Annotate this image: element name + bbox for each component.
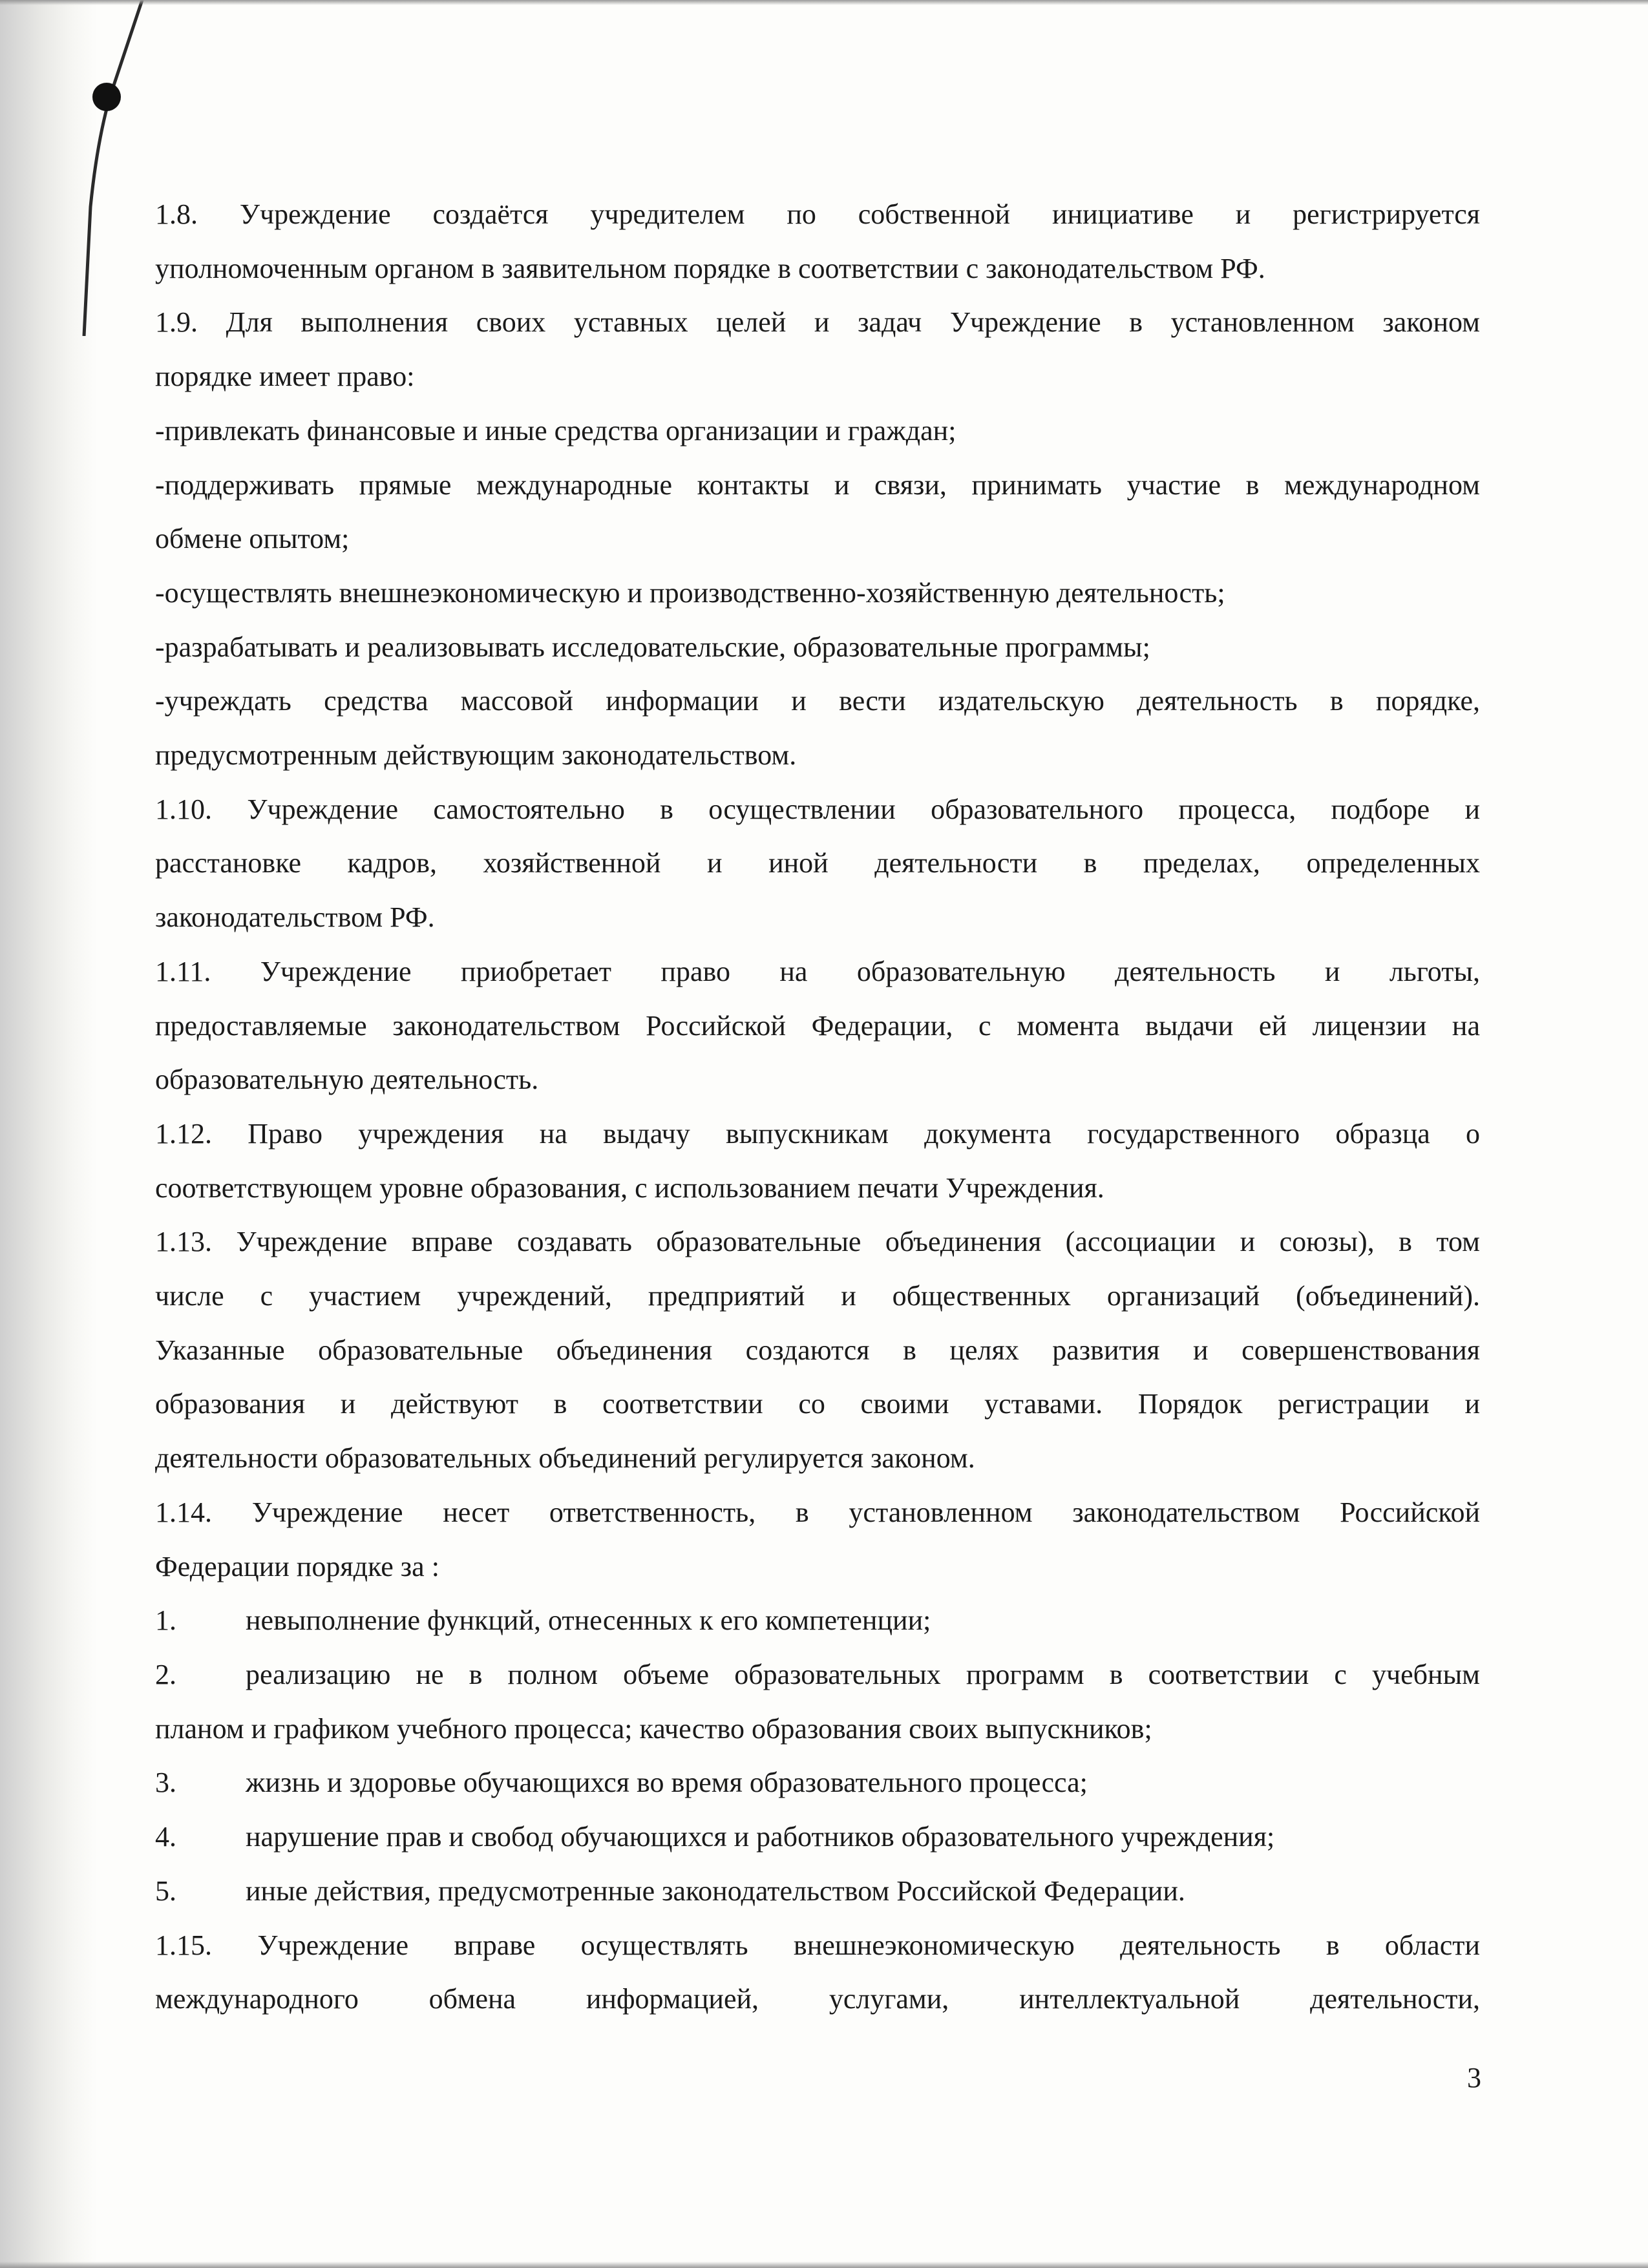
scan-edge-shadow — [0, 0, 97, 2268]
paragraph-line: -привлекать финансовые и иные средства организации и граждан; — [155, 414, 956, 446]
numbered-item-5 — [155, 1864, 1480, 1918]
paragraph-1-10-cont — [155, 836, 1480, 890]
paragraph-line: Федерации порядке за : — [155, 1550, 439, 1582]
paragraph-line: -разрабатывать и реализовывать исследовательские, образовательные программы; — [155, 631, 1150, 663]
item-text-continuation: планом и графиком учебного процесса; качество образования своих выпускников; — [155, 1712, 1152, 1745]
paragraph-1-9 — [155, 295, 1480, 350]
paragraph-line: расстановке кадров, хозяйственной и иной деятельности в пределах, определенных — [155, 847, 1480, 879]
paragraph-1-8-cont — [155, 242, 1480, 296]
dash-item-programs — [155, 620, 1480, 675]
paragraph-1-14-cont — [155, 1540, 1480, 1594]
numbered-item-1 — [155, 1593, 1480, 1648]
paragraph-line: предусмотренным действующим законодательством. — [155, 739, 797, 772]
paragraph-line: деятельности образовательных объединений регулируется законом. — [155, 1442, 975, 1475]
paragraph-line: предоставляемые законодательством Российской Федерации, с момента выдачи ей лицензии на — [155, 1009, 1480, 1042]
paragraph-line: образования и действуют в соответствии со своими уставами. Порядок регистрации и — [155, 1388, 1480, 1420]
paragraph-1-12 — [155, 1107, 1480, 1161]
paragraph-1-9-cont — [155, 350, 1480, 404]
paragraph-line: 1.9. Для выполнения своих уставных целей и задач Учреждение в установленном законом — [155, 306, 1480, 339]
paragraph-line: -учреждать средства массовой информации и вести издательскую деятельность в порядке, — [155, 685, 1480, 717]
dash-item-contacts — [155, 458, 1480, 512]
paragraph-line: 1.14. Учреждение несет ответственность, в установленном законодательством Российской — [155, 1496, 1480, 1528]
item-number: 5. — [155, 1874, 176, 1907]
page-number: 3 — [1467, 2062, 1481, 2094]
paragraph-line: 1.11. Учреждение приобретает право на образовательную деятельность и льготы, — [155, 955, 1480, 987]
dash-item-media-cont — [155, 728, 1480, 782]
paragraph-line: обмене опытом; — [155, 523, 350, 555]
paragraph-line: 1.15. Учреждение вправе осуществлять внешнеэкономическую деятельность в области — [155, 1929, 1480, 1961]
item-text: нарушение прав и свобод обучающихся и работников образовательного учреждения; — [246, 1821, 1275, 1853]
paragraph-1-14 — [155, 1486, 1480, 1540]
numbered-item-4 — [155, 1810, 1480, 1864]
numbered-item-2 — [155, 1648, 1480, 1702]
scan-bottom-edge — [0, 2262, 1648, 2268]
item-number: 1. — [155, 1604, 176, 1637]
item-number: 3. — [155, 1767, 176, 1799]
paragraph-1-13-line4 — [155, 1377, 1480, 1431]
paragraph-line: 1.13. Учреждение вправе создавать образовательные объединения (ассоциации и союзы), в том — [155, 1226, 1480, 1258]
paragraph-line: -осуществлять внешнеэкономическую и производственно-хозяйственную деятельность; — [155, 576, 1225, 609]
paragraph-1-11 — [155, 945, 1480, 999]
paragraph-line: соответствующем уровне образования, с использованием печати Учреждения. — [155, 1171, 1104, 1204]
numbered-item-2-cont — [155, 1702, 1480, 1756]
dash-item-economic — [155, 566, 1480, 620]
document-body — [155, 187, 1480, 2026]
paragraph-1-11-cont — [155, 999, 1480, 1053]
paragraph-1-10 — [155, 782, 1480, 837]
paragraph-line: порядке имеет право: — [155, 361, 415, 393]
paragraph-1-10-end — [155, 890, 1480, 945]
paragraph-line: -поддерживать прямые международные контакты и связи, принимать участие в международном — [155, 468, 1480, 501]
paragraph-1-15-cont — [155, 1972, 1480, 2026]
paragraph-1-12-cont — [155, 1161, 1480, 1215]
paragraph-1-13-line3 — [155, 1323, 1480, 1378]
paragraph-line: Указанные образовательные объединения создаются в целях развития и совершенствования — [155, 1334, 1480, 1366]
paragraph-line: уполномоченным органом в заявительном порядке в соответствии с законодательством РФ. — [155, 252, 1265, 284]
paragraph-line: 1.8. Учреждение создаётся учредителем по собственной инициативе и регистрируется — [155, 198, 1480, 230]
paragraph-1-15 — [155, 1918, 1480, 1973]
item-text: реализацию не в полном объеме образовательных программ в соответствии с учебным — [246, 1658, 1480, 1690]
paragraph-1-13-end — [155, 1431, 1480, 1486]
paragraph-1-11-end — [155, 1053, 1480, 1107]
scan-top-edge — [0, 0, 1648, 5]
item-number: 2. — [155, 1658, 176, 1690]
item-text: жизнь и здоровье обучающихся во время образовательного процесса; — [246, 1767, 1088, 1799]
paragraph-line: 1.10. Учреждение самостоятельно в осуществлении образовательного процесса, подборе и — [155, 793, 1480, 825]
scan-fold-mark — [71, 0, 149, 336]
paragraph-line: образовательную деятельность. — [155, 1064, 539, 1096]
paragraph-line: законодательством РФ. — [155, 901, 435, 934]
dash-item-media — [155, 674, 1480, 728]
dash-item-finance — [155, 404, 1480, 458]
item-number: 4. — [155, 1821, 176, 1853]
dash-item-contacts-cont — [155, 512, 1480, 566]
paragraph-1-13-line2 — [155, 1269, 1480, 1323]
item-text: иные действия, предусмотренные законодательством Российской Федерации. — [246, 1874, 1185, 1907]
item-text: невыполнение функций, отнесенных к его компетенции; — [246, 1604, 931, 1637]
paragraph-line: числе с участием учреждений, предприятий и общественных организаций (объединений). — [155, 1280, 1480, 1312]
paragraph-1-8 — [155, 187, 1480, 242]
paragraph-line: 1.12. Право учреждения на выдачу выпускникам документа государственного образца о — [155, 1117, 1480, 1150]
paragraph-1-13 — [155, 1215, 1480, 1269]
numbered-item-3 — [155, 1756, 1480, 1810]
paragraph-line: международного обмена информацией, услугами, интеллектуальной деятельности, — [155, 1983, 1480, 2015]
